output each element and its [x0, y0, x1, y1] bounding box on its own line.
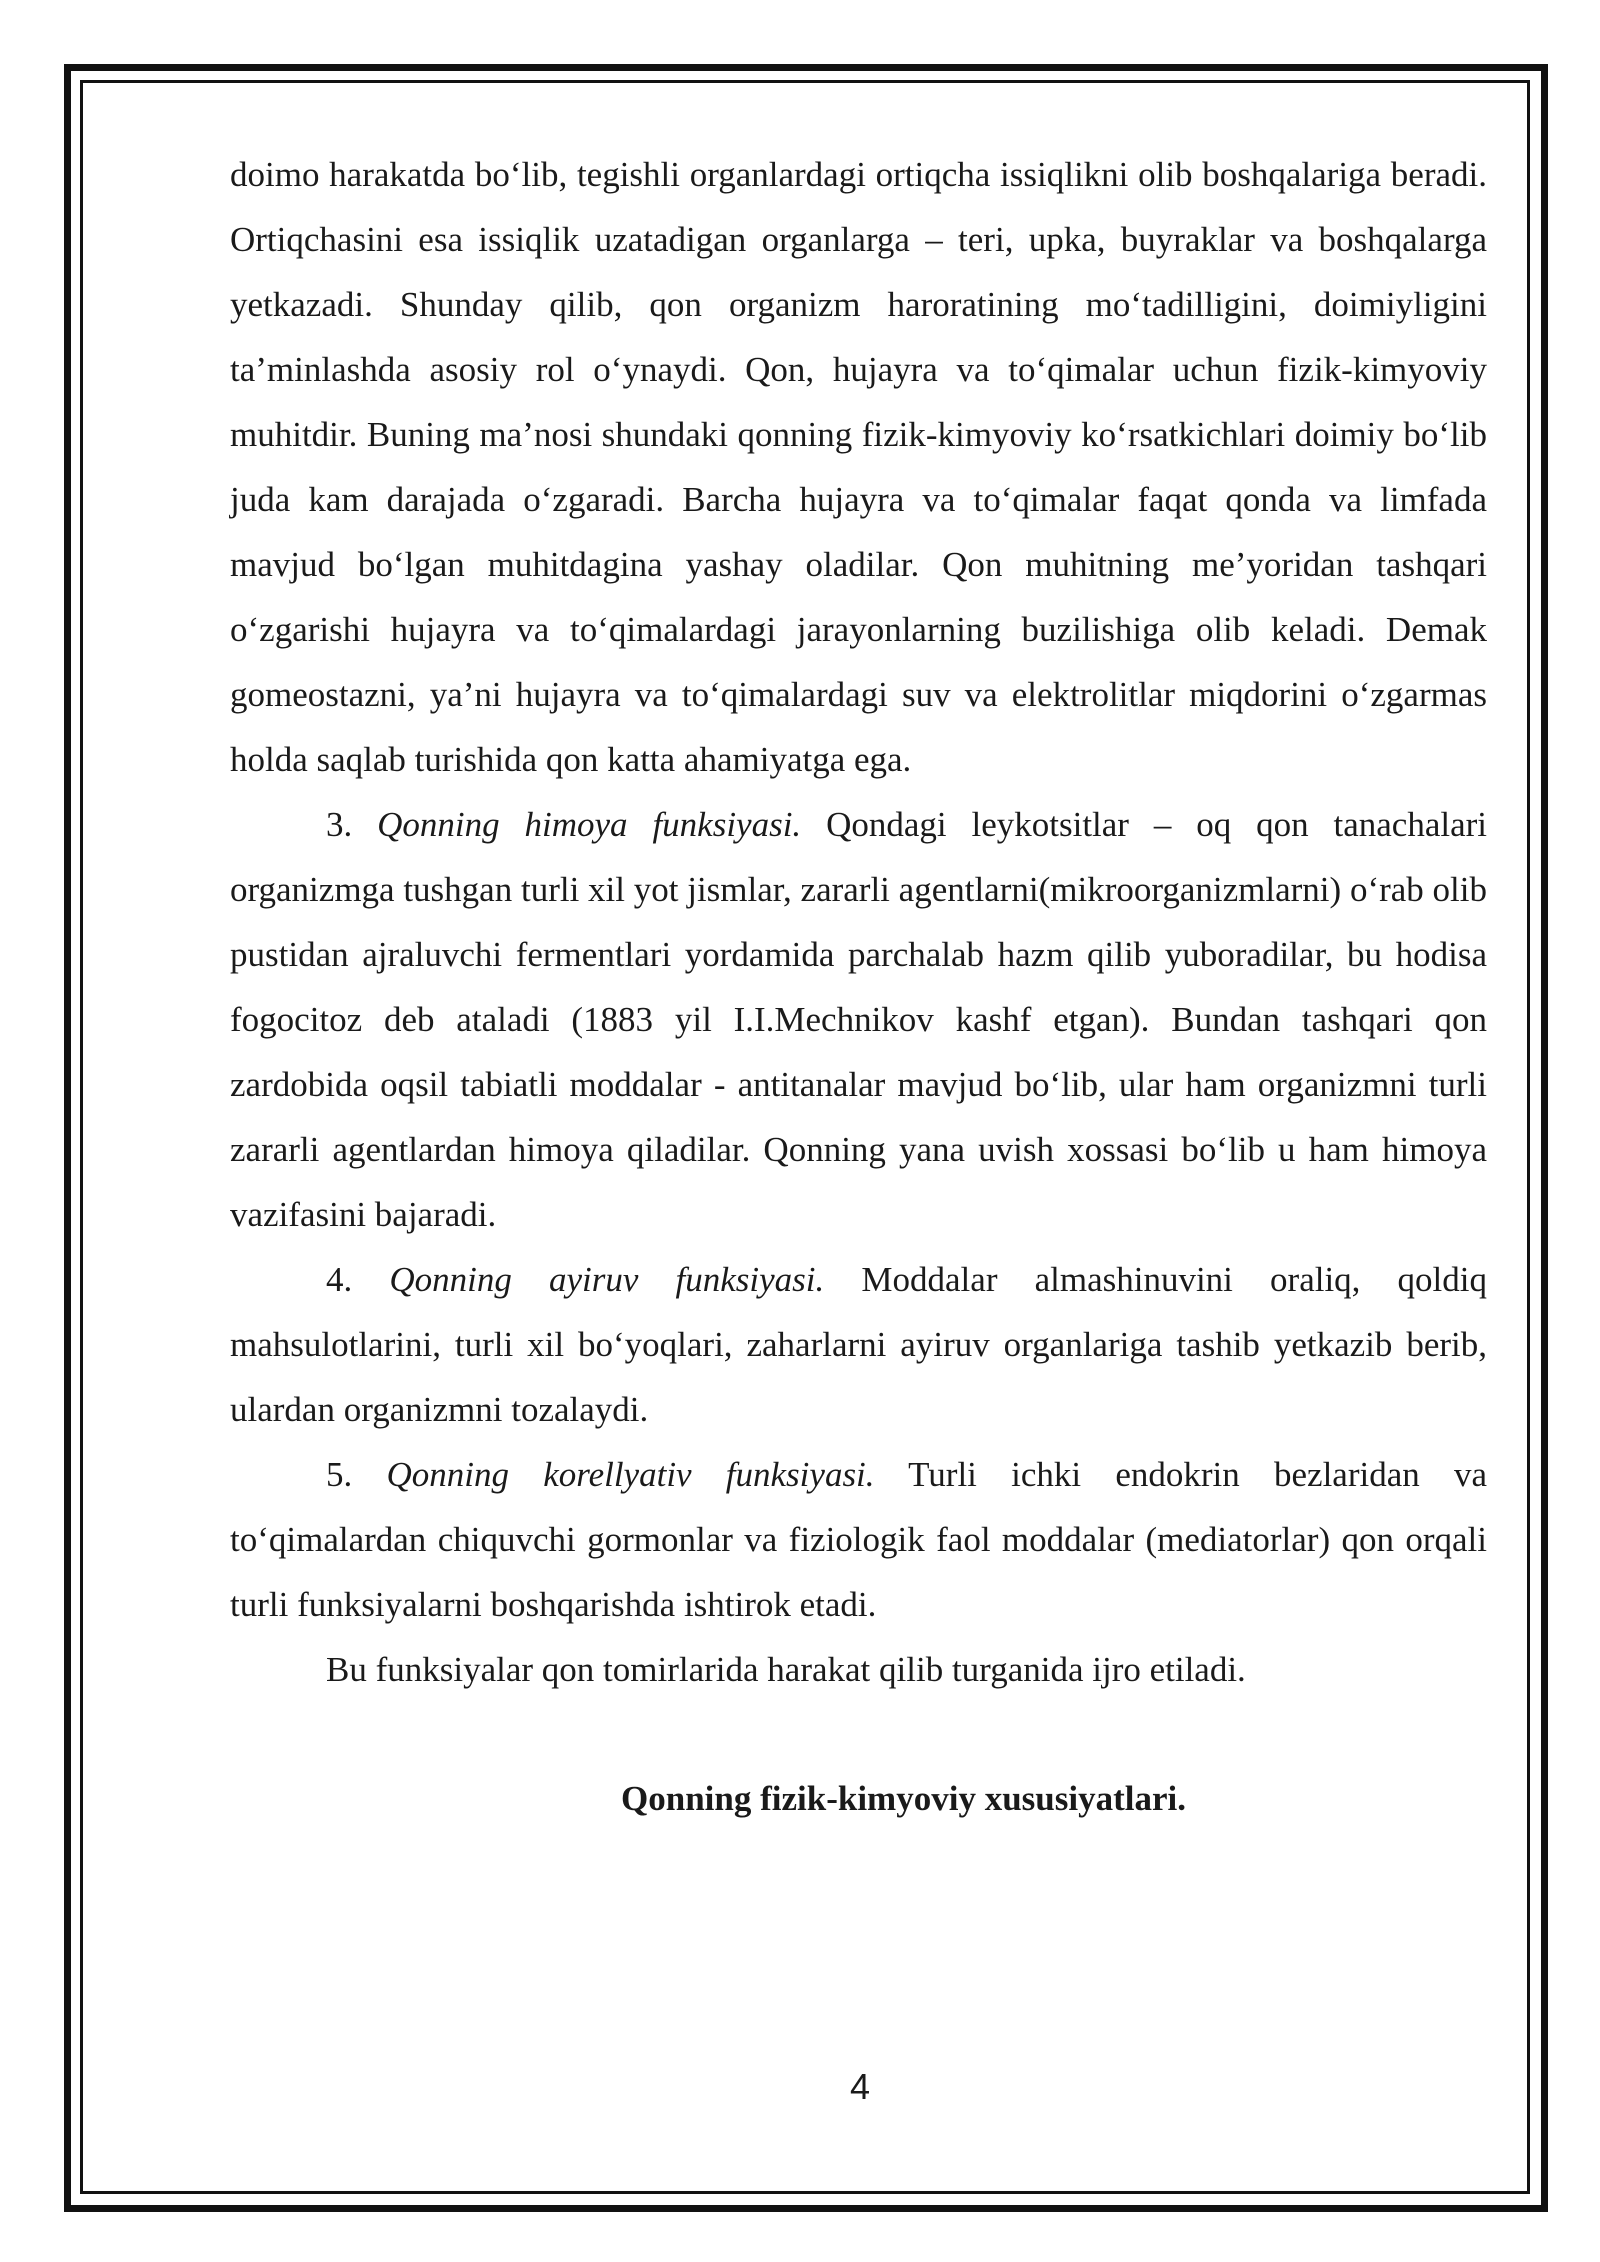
list-number: 3. — [326, 805, 353, 844]
paragraph-protective-function — [230, 792, 1487, 1247]
section-title-protective: Qonning himoya funksiyasi. — [377, 805, 802, 844]
paragraph-continuation: doimo harakatda bo‘lib, tegishli organlardagi ortiqcha issiqlikni olib boshqalariga beradi. Ortiqchasini esa issiqlik uzatadigan organlarga – teri, upka, buyraklar va boshqalarga yetkazadi. Shunday qilib, qon organizm haroratining mo‘tadilligini, doimiyligini ta’minlashda asosiy rol o‘ynaydi. Qon, hujayra va to‘qimalar uchun fizik-kimyoviy muhitdir. Buning ma’nosi shundaki qonning fizik-kimyoviy ko‘rsatkichlari doimiy bo‘lib juda kam darajada o‘zgaradi. Barcha hujayra va to‘qimalar faqat qonda va limfada mavjud bo‘lgan muhitdagina yashay oladilar. Qon muhitning me’yoridan tashqari o‘zgarishi hujayra va to‘qimalardagi jarayonlarning buzilishiga olib keladi. Demak gomeostazni, ya’ni hujayra va to‘qimalardagi suv va elektrolitlar miqdorini o‘zgarmas holda saqlab turishida qon katta ahamiyatga ega. — [230, 155, 1487, 779]
paragraph-conclusion: Bu funksiyalar qon tomirlarida harakat qilib turganida ijro etiladi. — [326, 1650, 1246, 1689]
list-number: 5. — [326, 1455, 353, 1494]
paragraph-text: Turli ichki endokrin bezlaridan va to‘qimalardan chiquvchi gormonlar va fiziologik faol moddalar (mediatorlar) qon orqali turli funksiyalarni boshqarishda ishtirok etadi. — [230, 1455, 1488, 1624]
paragraph-excretory-function — [230, 1247, 1487, 1442]
section-heading: Qonning fizik-kimyoviy xususiyatlari. — [621, 1779, 1186, 1818]
paragraph-correlative-function — [230, 1442, 1487, 1637]
page-content — [230, 142, 1487, 1831]
page-number: 4 — [849, 2066, 871, 2107]
section-title-correlative: Qonning korellyativ funksiyasi. — [386, 1455, 875, 1494]
paragraph-text: Qondagi leykotsitlar – oq qon tanachalari organizmga tushgan turli xil yot jismlar, zararli agentlarni(mikroorganizmlarni) o‘rab olib pustidan ajraluvchi fermentlari yordamida parchalab hazm qilib yuboradilar, bu hodisa fogocitoz deb ataladi (1883 yil I.I.Mechnikov kashf etgan). Bundan tashqari qon zardobida oqsil tabiatli moddalar - antitanalar mavjud bo‘lib, ular ham organizmni turli zararli agentlardan himoya qiladilar. Qonning yana uvish xossasi bo‘lib u ham himoya vazifasini bajaradi. — [230, 805, 1487, 1234]
paragraph-text: Moddalar almashinuvini oraliq, qoldiq mahsulotlarini, turli xil bo‘yoqlari, zaharlarni ayiruv organlariga tashib yetkazib berib, ulardan organizmni tozalaydi. — [230, 1260, 1487, 1429]
section-title-excretory: Qonning ayiruv funksiyasi. — [389, 1260, 825, 1299]
list-number: 4. — [326, 1260, 353, 1299]
